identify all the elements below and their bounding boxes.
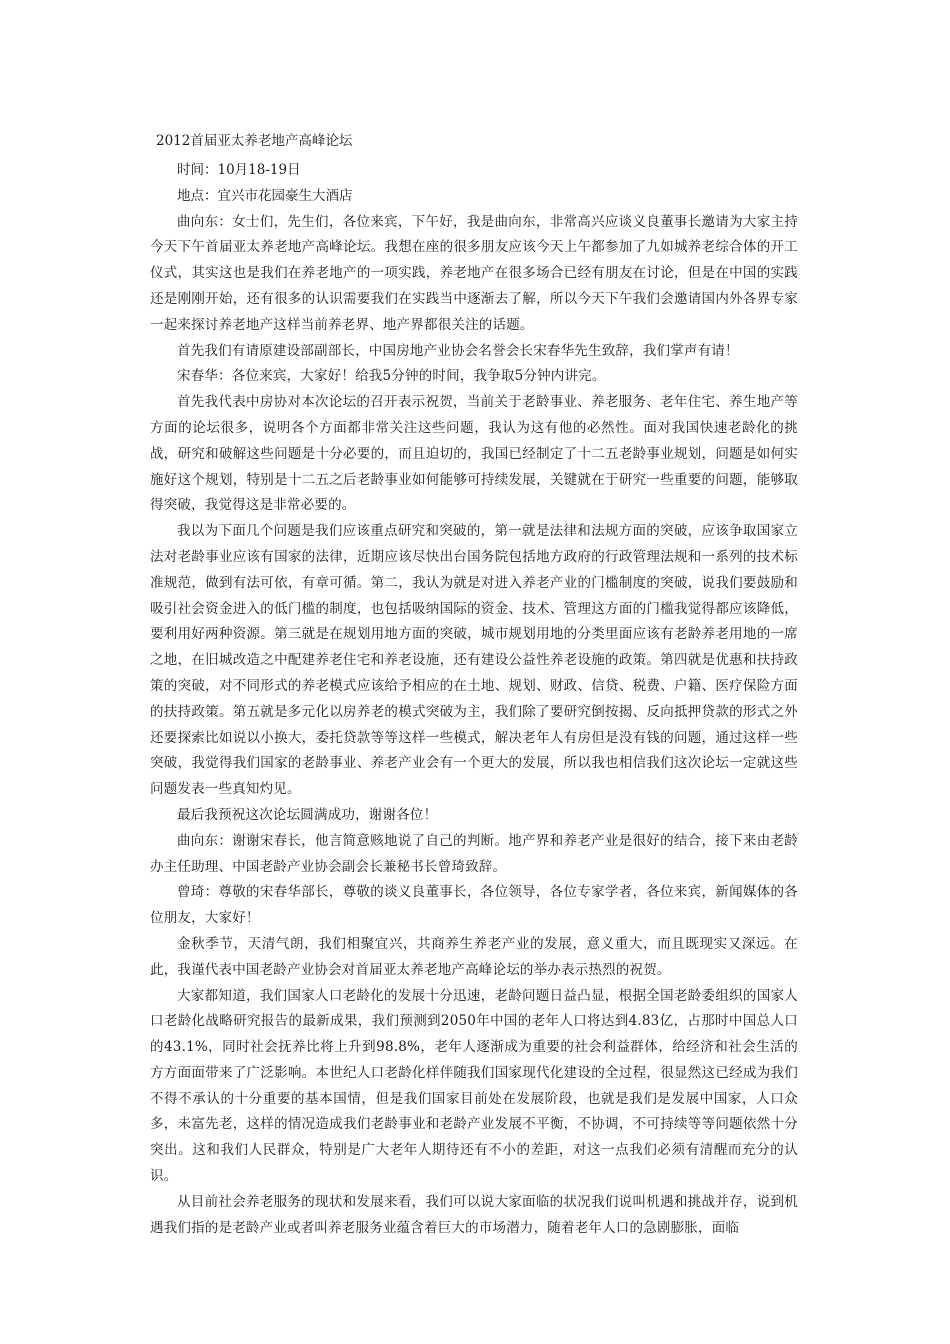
paragraph: 大家都知道，我们国家人口老龄化的发展十分迅速，老龄问题日益凸显，根据全国老龄委组织的国家人口老龄化战略研究报告的最新成果，我们预测到2050年中国的老年人口将达到4.83亿，占那时中国总人口的43.1%，同时社会抚养比将上升到98.8%，老年人逐渐成为重要的社会利益群体，给经济和社会生活的方方面面带来了广泛影响。本世纪人口老龄化样伴随我们国家现代化建设的全过程，很显然这已经成为我们不得不承认的十分重要的基本国情，但是我们国家目前处在发展阶段，也就是我们是发展中国家，人口众多，未富先老，这样的情况造成我们老龄事业和老龄产业发展不平衡，不协调，不可持续等等问题依然十分突出。这和我们人民群众，特别是广大老年人期待还有不小的差距，对这一点我们必须有清醒而充分的认识。 <box>150 987 798 1185</box>
document-page <box>150 130 798 1241</box>
paragraph: 最后我预祝这次论坛圆满成功，谢谢各位！ <box>177 806 438 823</box>
paragraph: 首先我们有请原建设部副部长，中国房地产业协会名誉会长宋春华先生致辞，我们掌声有请！ <box>177 342 739 359</box>
document-title: 2012首届亚太养老地产高峰论坛 <box>156 133 353 149</box>
paragraph: 我以为下面几个问题是我们应该重点研究和突破的，第一就是法律和法规方面的突破，应该争取国家立法对老龄事业应该有国家的法律，近期应该尽快出台国务院包括地方政府的行政管理法规和一系列的技术标准规范，做到有法可依，有章可循。第二，我认为就是对进入养老产业的门槛制度的突破，说我们要鼓励和吸引社会资金进入的低门槛的制度，也包括吸纳国际的资金、技术、管理这方面的门槛我觉得都应该降低，要利用好两种资源。第三就是在规划用地方面的突破，城市规划用地的分类里面应该有老龄养老用地的一席之地，在旧城改造之中配建养老住宅和养老设施，还有建设公益性养老设施的政策。第四就是优惠和扶持政策的突破，对不同形式的养老模式应该给予相应的在土地、规划、财政、信贷、税费、户籍、医疗保险方面的扶持政策。第五就是多元化以房养老的模式突破为主，我们除了要研究倒按揭、反向抵押贷款的形式之外还要探索比如说以小换大，委托贷款等等这样一些模式，解决老年人有房但是没有钱的问题，通过这样一些突破，我觉得我们国家的老龄事业、养老产业会有一个更大的发展，所以我也相信我们这次论坛一定就这些问题发表一些真知灼见。 <box>150 523 798 798</box>
paragraph: 首先我代表中房协对本次论坛的召开表示祝贺，当前关于老龄事业、养老服务、老年住宅、养生地产等方面的论坛很多，说明各个方面都非常关注这些问题，我认为这有他的必然性。面对我国快速老龄化的挑战，研究和破解这些问题是十分必要的，而且迫切的，我国已经制定了十二五老龄事业规划，问题是如何实施好这个规划，特别是十二五之后老龄事业如何能够可持续发展，关键就在于研究一些重要的问题，能够取得突破，我觉得这是非常必要的。 <box>150 394 798 514</box>
paragraph: 曲向东：谢谢宋春长，他言简意赅地说了自己的判断。地产界和养老产业是很好的结合，接下来由老龄办主任助理、中国老龄产业协会副会长兼秘书长曾琦致辞。 <box>150 832 798 875</box>
event-time: 时间：10月18-19日 <box>177 162 301 178</box>
paragraph: 曾琦：尊敬的宋春华部长，尊敬的谈义良董事长，各位领导，各位专家学者，各位来宾，新闻媒体的各位朋友，大家好！ <box>150 884 798 927</box>
paragraph: 宋春华：各位来宾，大家好！给我5分钟的时间，我争取5分钟内讲完。 <box>177 368 606 385</box>
paragraph: 金秋季节，天清气朗，我们相聚宜兴，共商养生养老产业的发展，意义重大，而且既现实又深远。在此，我谨代表中国老龄产业协会对首届亚太养老地产高峰论坛的举办表示热烈的祝贺。 <box>150 935 798 978</box>
paragraph: 曲向东：女士们，先生们，各位来宾，下午好，我是曲向东，非常高兴应谈义良董事长邀请为大家主持今天下午首届亚太养老地产高峰论坛。我想在座的很多朋友应该今天上午都参加了九如城养老综合体的开工仪式，其实这也是我们在养老地产的一项实践，养老地产在很多场合已经有朋友在讨论，但是在中国的实践还是刚刚开始，还有很多的认识需要我们在实践当中逐渐去了解，所以今天下午我们会邀请国内外各界专家一起来探讨养老地产这样当前养老界、地产界都很关注的话题。 <box>150 213 798 333</box>
paragraph: 从目前社会养老服务的现状和发展来看，我们可以说大家面临的状况我们说叫机遇和挑战并存，说到机遇我们指的是老龄产业或者叫养老服务业蕴含着巨大的市场潜力，随着老年人口的急剧膨胀，面临 <box>150 1193 798 1236</box>
event-location: 地点：宜兴市花园豪生大酒店 <box>177 187 353 204</box>
